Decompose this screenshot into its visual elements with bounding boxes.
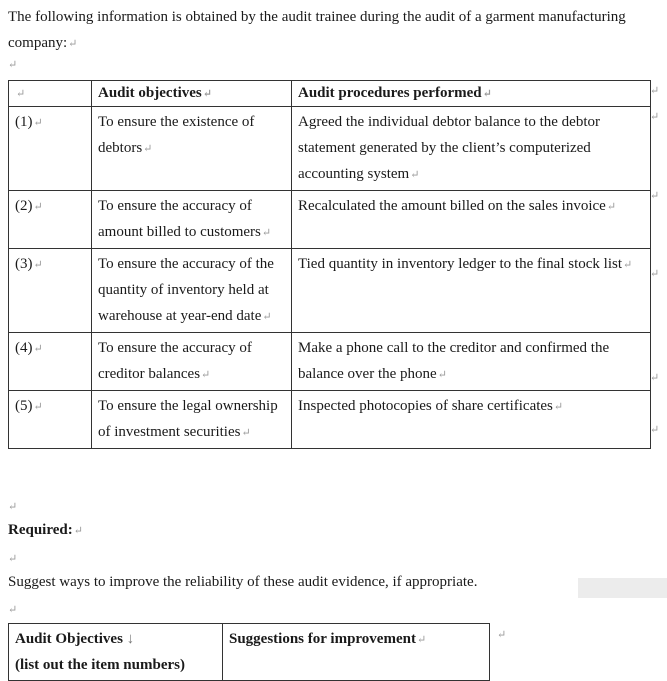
paragraph-mark-icon: ↵ — [650, 111, 660, 123]
table-header-row — [9, 81, 651, 107]
row-objective-cell — [92, 191, 292, 249]
header-procedures-text: Audit procedures performed — [298, 85, 482, 101]
intro-paragraph — [8, 4, 628, 57]
paragraph-mark-icon: ↵ — [33, 259, 43, 271]
row-procedure: Make a phone call to the creditor and confirmed the balance over the phone — [298, 340, 610, 382]
highlight-box — [578, 578, 667, 598]
table-row — [9, 333, 651, 391]
paragraph-mark-icon: ↵ — [68, 38, 78, 50]
table-row — [9, 191, 651, 249]
paragraph-mark-icon: ↵ — [650, 85, 660, 97]
paragraph-mark-icon: ↵ — [8, 501, 18, 513]
answer-table — [8, 623, 490, 681]
paragraph-mark-icon: ↵ — [437, 369, 447, 381]
paragraph-mark-icon: ↵ — [73, 525, 83, 537]
paragraph-mark-icon: ↵ — [497, 629, 507, 641]
answer-header-row — [9, 624, 490, 681]
answer-col-objectives — [9, 624, 223, 681]
paragraph-mark-icon: ↵ — [8, 604, 18, 616]
answer-col-objectives-text: Audit Objectives — [15, 631, 123, 647]
row-num: (4) — [15, 340, 33, 356]
paragraph-mark-icon: ↵ — [650, 372, 660, 384]
row-objective: To ensure the accuracy of creditor balances — [98, 340, 252, 382]
row-procedure-cell — [292, 191, 651, 249]
row-objective-cell — [92, 249, 292, 333]
paragraph-mark-icon: ↵ — [482, 88, 492, 100]
paragraph-mark-icon: ↵ — [650, 268, 660, 280]
row-procedure: Agreed the individual debtor balance to the debtor statement generated by the client’s computerized accounting system — [298, 114, 600, 182]
down-arrow-icon: ↓ — [126, 631, 135, 647]
row-objective: To ensure the existence of debtors — [98, 114, 255, 156]
answer-col-objectives-subtext: (list out the item numbers) — [15, 657, 185, 673]
paragraph-mark-icon: ↵ — [416, 634, 427, 646]
row-num-cell — [9, 391, 92, 449]
row-objective-cell — [92, 333, 292, 391]
table-row — [9, 107, 651, 191]
required-text: Required: — [8, 522, 73, 538]
table-row — [9, 391, 651, 449]
header-objectives — [92, 81, 292, 107]
paragraph-mark-icon: ↵ — [553, 401, 564, 413]
paragraph-mark-icon: ↵ — [623, 259, 633, 271]
row-procedure-cell — [292, 391, 651, 449]
answer-col-suggestions-text: Suggestions for improvement — [229, 631, 416, 647]
row-objective-cell — [92, 107, 292, 191]
row-objective: To ensure the accuracy of amount billed to customers — [98, 198, 261, 240]
row-num-cell — [9, 191, 92, 249]
table-row — [9, 249, 651, 333]
row-objective: To ensure the legal ownership of investment securities — [98, 398, 278, 440]
row-num-cell — [9, 333, 92, 391]
row-procedure-cell — [292, 107, 651, 191]
paragraph-mark-icon: ↵ — [202, 88, 212, 100]
audit-table — [8, 80, 651, 449]
paragraph-mark-icon: ↵ — [33, 201, 43, 213]
paragraph-mark-icon: ↵ — [16, 88, 26, 100]
row-procedure: Inspected photocopies of share certificates — [298, 398, 553, 414]
paragraph-mark-icon: ↵ — [650, 190, 660, 202]
paragraph-mark-icon: ↵ — [262, 311, 272, 323]
paragraph-mark-icon: ↵ — [410, 169, 420, 181]
suggest-text: Suggest ways to improve the reliability of these audit evidence, if appropriate. — [8, 574, 478, 590]
row-num: (3) — [15, 256, 33, 272]
answer-col-suggestions — [223, 624, 490, 681]
paragraph-mark-icon: ↵ — [33, 343, 43, 355]
row-objective: To ensure the accuracy of the quantity of inventory held at warehouse at year-end date — [98, 256, 274, 324]
paragraph-mark-icon: ↵ — [33, 401, 43, 413]
paragraph-mark-icon: ↵ — [33, 117, 43, 129]
paragraph-mark-icon: ↵ — [8, 59, 18, 71]
intro-text: The following information is obtained by the audit trainee during the audit of a garment manufacturing company: — [8, 9, 626, 51]
header-num-cell — [9, 81, 92, 107]
row-procedure-cell — [292, 333, 651, 391]
paragraph-mark-icon: ↵ — [241, 427, 251, 439]
row-procedure: Recalculated the amount billed on the sales invoice — [298, 198, 606, 214]
suggest-instruction — [8, 574, 477, 591]
row-num: (1) — [15, 114, 33, 130]
row-procedure: Tied quantity in inventory ledger to the final stock list — [298, 256, 622, 272]
paragraph-mark-icon: ↵ — [8, 553, 18, 565]
paragraph-mark-icon: ↵ — [261, 227, 272, 239]
required-heading — [8, 522, 83, 539]
paragraph-mark-icon: ↵ — [201, 369, 211, 381]
header-objectives-text: Audit objectives — [98, 85, 202, 101]
paragraph-mark-icon: ↵ — [650, 424, 660, 436]
header-procedures — [292, 81, 651, 107]
row-num-cell — [9, 107, 92, 191]
paragraph-mark-icon: ↵ — [606, 201, 617, 213]
row-num-cell — [9, 249, 92, 333]
row-procedure-cell — [292, 249, 651, 333]
row-num: (2) — [15, 198, 33, 214]
row-objective-cell — [92, 391, 292, 449]
row-num: (5) — [15, 398, 33, 414]
paragraph-mark-icon: ↵ — [143, 143, 153, 155]
